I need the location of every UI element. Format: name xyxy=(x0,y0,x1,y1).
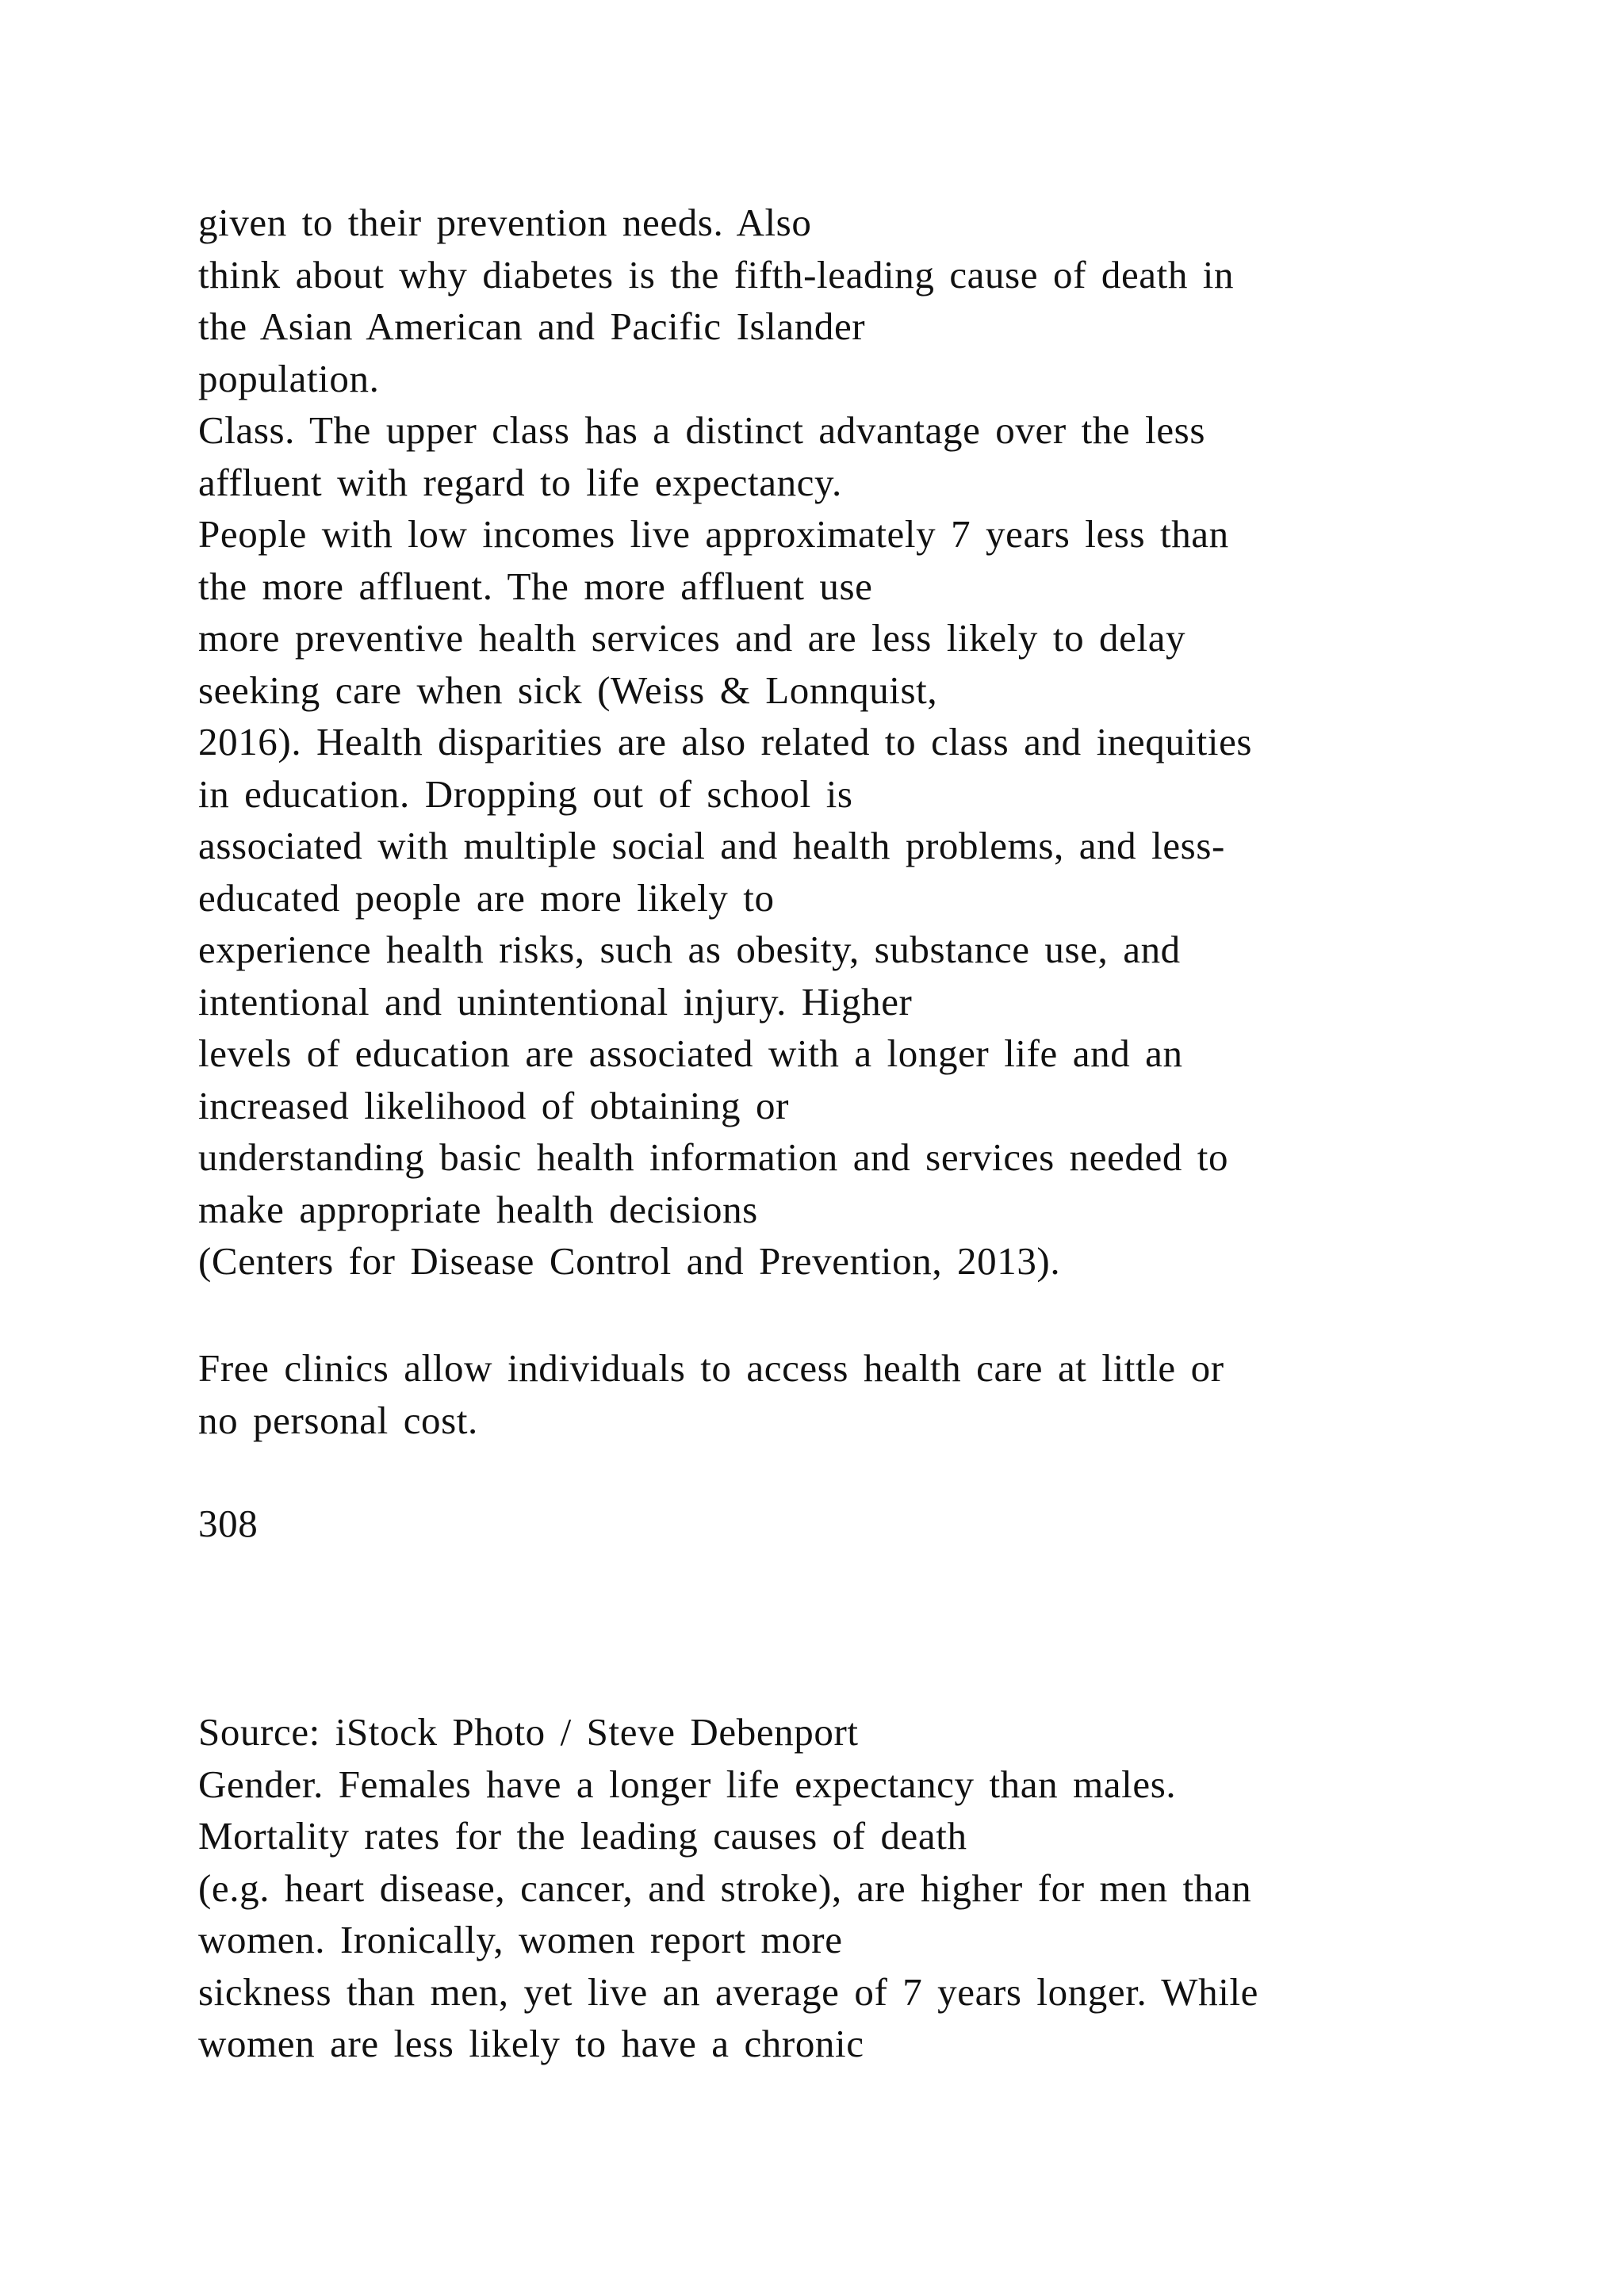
text-line: think about why diabetes is the fifth-leading cause of death in xyxy=(198,252,1235,297)
caption-line: no personal cost. xyxy=(198,1398,478,1442)
body-paragraph-gender xyxy=(198,1706,1546,2070)
text-line: 2016). Health disparities are also related to class and inequities xyxy=(198,720,1253,763)
text-line: in education. Dropping out of school is xyxy=(198,771,853,816)
body-paragraph-class xyxy=(198,197,1546,1288)
text-line: Mortality rates for the leading causes of death xyxy=(198,1814,967,1858)
text-line: associated with multiple social and health problems, and less- xyxy=(198,824,1225,867)
text-line: the Asian American and Pacific Islander xyxy=(198,304,866,348)
page-number-text: 308 xyxy=(198,1502,259,1545)
text-line: understanding basic health information and services needed to xyxy=(198,1135,1229,1179)
photo-caption xyxy=(198,1342,1546,1446)
text-line: Gender. Females have a longer life expectancy than males. xyxy=(198,1762,1177,1806)
text-line: the more affluent. The more affluent use xyxy=(198,564,873,608)
text-line: more preventive health services and are less likely to delay xyxy=(198,616,1186,660)
text-line: levels of education are associated with a longer life and an xyxy=(198,1031,1183,1075)
text-line: (e.g. heart disease, cancer, and stroke), are higher for men than xyxy=(198,1866,1252,1910)
source-credit-line: Source: iStock Photo / Steve Debenport xyxy=(198,1710,859,1754)
text-line: intentional and unintentional injury. Higher xyxy=(198,979,913,1024)
caption-line: Free clinics allow individuals to access health care at little or xyxy=(198,1346,1224,1390)
text-line: (Centers for Disease Control and Prevention, 2013). xyxy=(198,1239,1061,1283)
text-line: educated people are more likely to xyxy=(198,875,775,920)
text-line: population. xyxy=(198,356,380,400)
text-line: experience health risks, such as obesity, substance use, and xyxy=(198,928,1181,971)
text-line: women. Ironically, women report more xyxy=(198,1918,843,1961)
text-line: Class. The upper class has a distinct advantage over the less xyxy=(198,408,1206,452)
text-line: affluent with regard to life expectancy. xyxy=(198,460,842,504)
text-line: given to their prevention needs. Also xyxy=(198,201,812,244)
text-line: sickness than men, yet live an average of 7 years longer. While xyxy=(198,1969,1259,2014)
text-line: make appropriate health decisions xyxy=(198,1187,758,1231)
text-line: People with low incomes live approximately 7 years less than xyxy=(198,512,1229,556)
page-number xyxy=(198,1498,1546,1550)
text-line: women are less likely to have a chronic xyxy=(198,2022,864,2065)
text-line: seeking care when sick (Weiss & Lonnquist, xyxy=(198,668,938,712)
text-line: increased likelihood of obtaining or xyxy=(198,1083,790,1127)
